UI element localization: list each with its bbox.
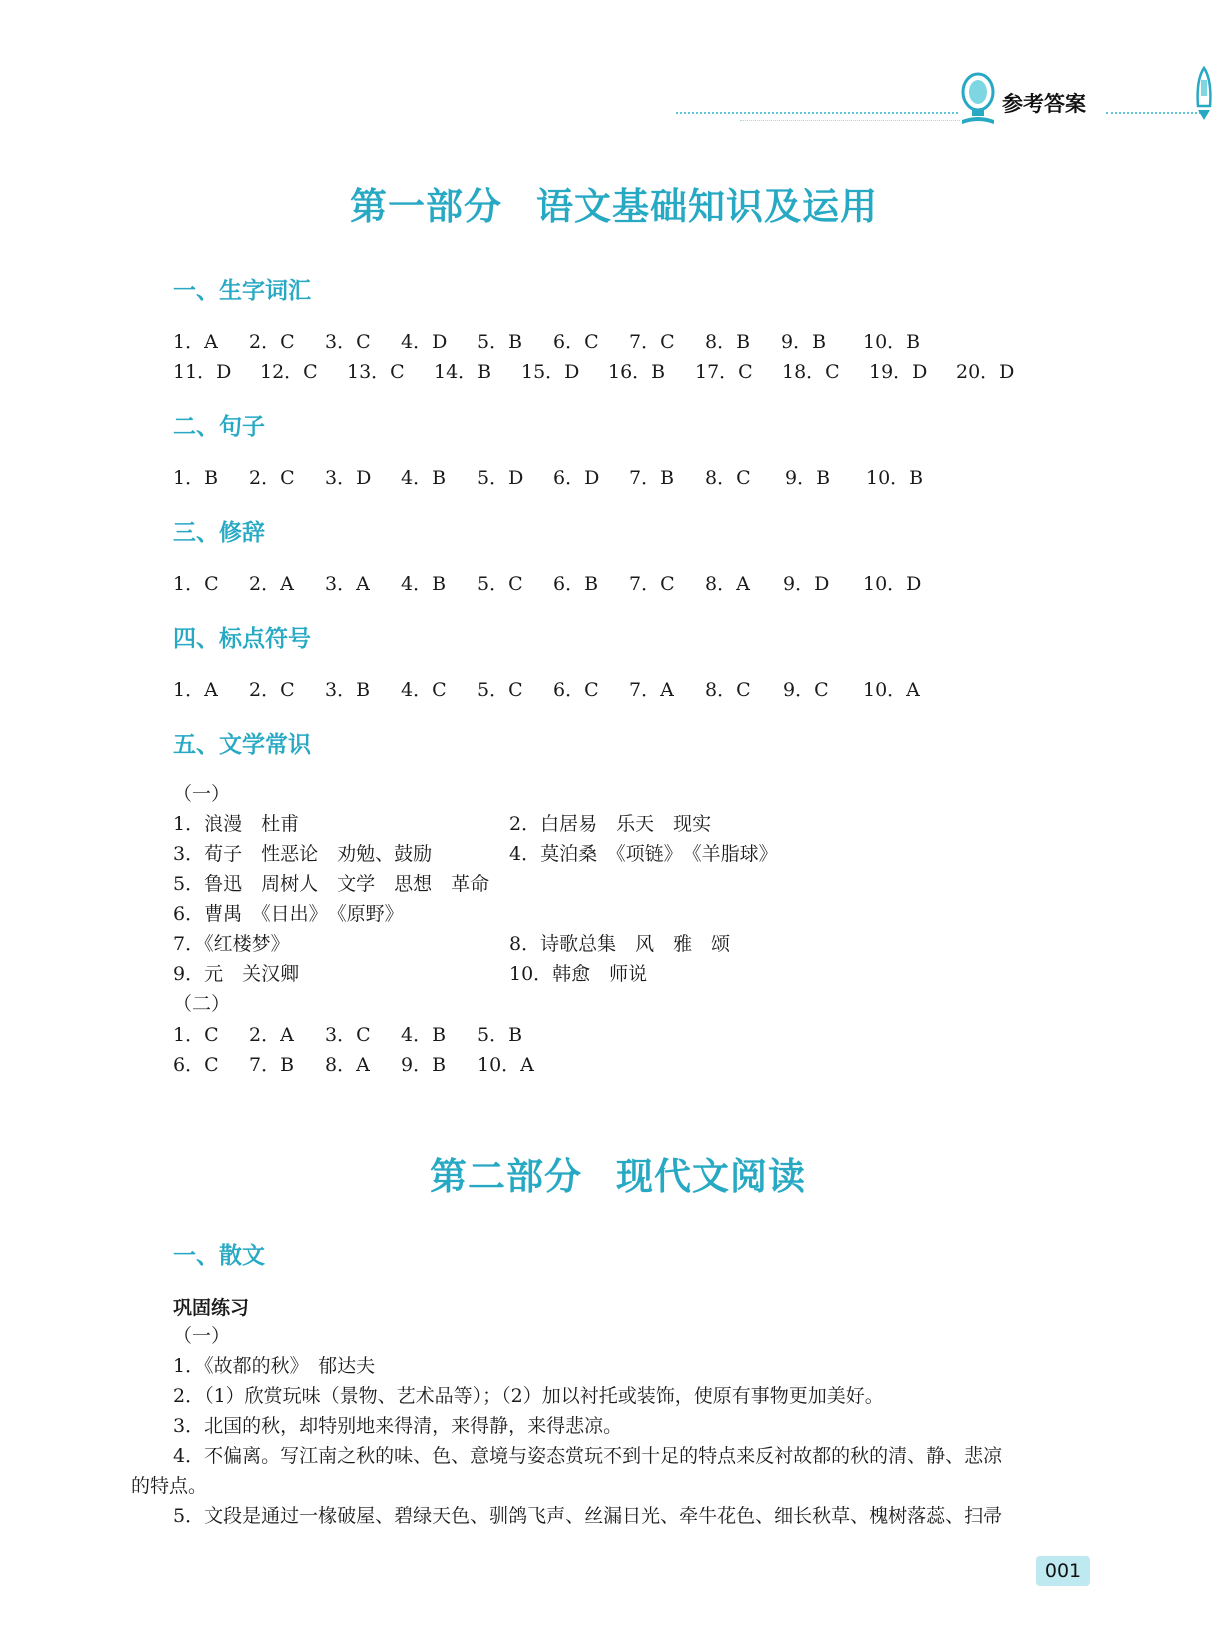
section-heading-rhetoric: 三、修辞 [173, 519, 265, 546]
answer-item: 4．D [401, 331, 448, 353]
answer-item: 6．C [553, 679, 599, 701]
answer-item: 2．C [249, 679, 295, 701]
answer-item: 9．B [785, 467, 831, 489]
answer-item: 6．D [553, 467, 600, 489]
answer-item: 13．C [347, 361, 405, 383]
lit-item: 7．《红楼梦》 [173, 933, 290, 955]
answer-item: 18．C [782, 361, 840, 383]
answer-item: 3．D [325, 467, 372, 489]
answer-item: 6．C [553, 331, 599, 353]
header-rule-right [1106, 112, 1201, 114]
section-heading-vocabulary: 一、生字词汇 [173, 277, 311, 304]
part1-title [350, 176, 878, 230]
lit-item: 6．曹禺 《日出》 《原野》 [173, 903, 404, 925]
part2-title [430, 1146, 806, 1200]
answer-item: 7．A [629, 679, 674, 701]
answer-item: 14．B [434, 361, 492, 383]
answer-item: 4．C [401, 679, 447, 701]
answer-item: 16．B [608, 361, 666, 383]
answer-item: 5．D [477, 467, 524, 489]
lit-item: 9．元 关汉卿 [173, 963, 300, 985]
answer-item: 7．B [249, 1054, 295, 1076]
answer-item: 5．C [477, 573, 523, 595]
answer-item: 1．C [173, 1024, 219, 1046]
answer-item: 1．B [173, 467, 219, 489]
answer-line: 的特点。 [131, 1475, 208, 1497]
answer-item: 8．C [705, 679, 751, 701]
answer-item: 8．C [705, 467, 751, 489]
answer-item: 10．A [477, 1054, 534, 1076]
header-title: 参考答案 [1002, 92, 1086, 116]
answer-item: 4．B [401, 1024, 447, 1046]
answer-item: 2．C [249, 467, 295, 489]
answer-item: 11．D [173, 361, 232, 383]
answer-item: 7．C [629, 573, 675, 595]
answer-item: 5．B [477, 1024, 523, 1046]
answer-item: 10．B [863, 331, 921, 353]
answer-line: 5．文段是通过一椽破屋、碧绿天色、驯鸽飞声、丝漏日光、牵牛花色、细长秋草、槐树落蕊、扫帚 [173, 1505, 1003, 1527]
part1-label: 第一部分 [350, 184, 502, 228]
answer-item: 3．C [325, 331, 371, 353]
section-heading-literature: 五、文学常识 [173, 731, 311, 758]
part2-label: 第二部分 [430, 1154, 582, 1198]
answer-item: 8．A [325, 1054, 370, 1076]
practice-heading: 巩固练习 [173, 1297, 250, 1319]
lit-item: 2．白居易 乐天 现实 [509, 813, 712, 835]
answer-line: 3．北国的秋，却特别地来得清，来得静，来得悲凉。 [173, 1415, 623, 1437]
answer-item: 3．A [325, 573, 370, 595]
answer-item: 10．B [866, 467, 924, 489]
answer-item: 19．D [869, 361, 928, 383]
header-rule-left-secondary [740, 120, 960, 121]
header-rule-left [676, 112, 958, 114]
answer-item: 17．C [695, 361, 753, 383]
answer-item: 5．C [477, 679, 523, 701]
part2-name: 现代文阅读 [616, 1154, 806, 1198]
section-heading-sentences: 二、句子 [173, 413, 265, 440]
answer-item: 5．B [477, 331, 523, 353]
answer-item: 10．D [863, 573, 922, 595]
answer-item: 15．D [521, 361, 580, 383]
answer-item: 8．A [705, 573, 750, 595]
answer-item: 2．C [249, 331, 295, 353]
section-heading-punctuation: 四、标点符号 [173, 625, 311, 652]
answer-item: 1．C [173, 573, 219, 595]
section-heading-prose: 一、散文 [173, 1242, 265, 1269]
answer-item: 1．A [173, 331, 218, 353]
page-number: 001 [1036, 1556, 1090, 1586]
lit-item: 3．荀子 性恶论 劝勉、鼓励 [173, 843, 433, 865]
answer-item: 9．D [783, 573, 830, 595]
answer-item: 3．B [325, 679, 371, 701]
lit-item: 10．韩愈 师说 [509, 963, 648, 985]
part1-name: 语文基础知识及运用 [536, 184, 878, 228]
answer-item: 6．C [173, 1054, 219, 1076]
answer-item: 7．C [629, 331, 675, 353]
answer-item: 2．A [249, 573, 294, 595]
lit-item: 8．诗歌总集 风 雅 颂 [509, 933, 731, 955]
answer-item: 3．C [325, 1024, 371, 1046]
rocket-icon [1192, 66, 1216, 122]
answer-item: 2．A [249, 1024, 294, 1046]
lit-item: 5．鲁迅 周树人 文学 思想 革命 [173, 873, 490, 895]
answer-line: 1．《故都的秋》 郁达夫 [173, 1355, 376, 1377]
answer-item: 9．C [783, 679, 829, 701]
lit-item: 4．莫泊桑 《项链》 《羊脂球》 [509, 843, 778, 865]
answer-line: 2．（1）欣赏玩味（景物、艺术品等）；（2）加以衬托或装饰，使原有事物更加美好。 [173, 1385, 884, 1407]
lit-item: 1．浪漫 杜甫 [173, 813, 300, 835]
subsection-marker: （一） [173, 1325, 231, 1347]
answer-item: 9．B [401, 1054, 447, 1076]
subsection-marker: （一） [173, 783, 231, 805]
answer-item: 7．B [629, 467, 675, 489]
answer-line: 4．不偏离。写江南之秋的味、色、意境与姿态赏玩不到十足的特点来反衬故都的秋的清、静、悲凉 [173, 1445, 1003, 1467]
answer-item: 4．B [401, 467, 447, 489]
subsection-marker: （二） [173, 993, 231, 1015]
answer-item: 8．B [705, 331, 751, 353]
answer-item: 12．C [260, 361, 318, 383]
answer-item: 20．D [956, 361, 1015, 383]
answer-item: 6．B [553, 573, 599, 595]
answer-item: 9．B [781, 331, 827, 353]
answer-item: 10．A [863, 679, 920, 701]
answer-item: 1．A [173, 679, 218, 701]
answer-item: 4．B [401, 573, 447, 595]
lightbulb-book-icon [958, 70, 998, 126]
